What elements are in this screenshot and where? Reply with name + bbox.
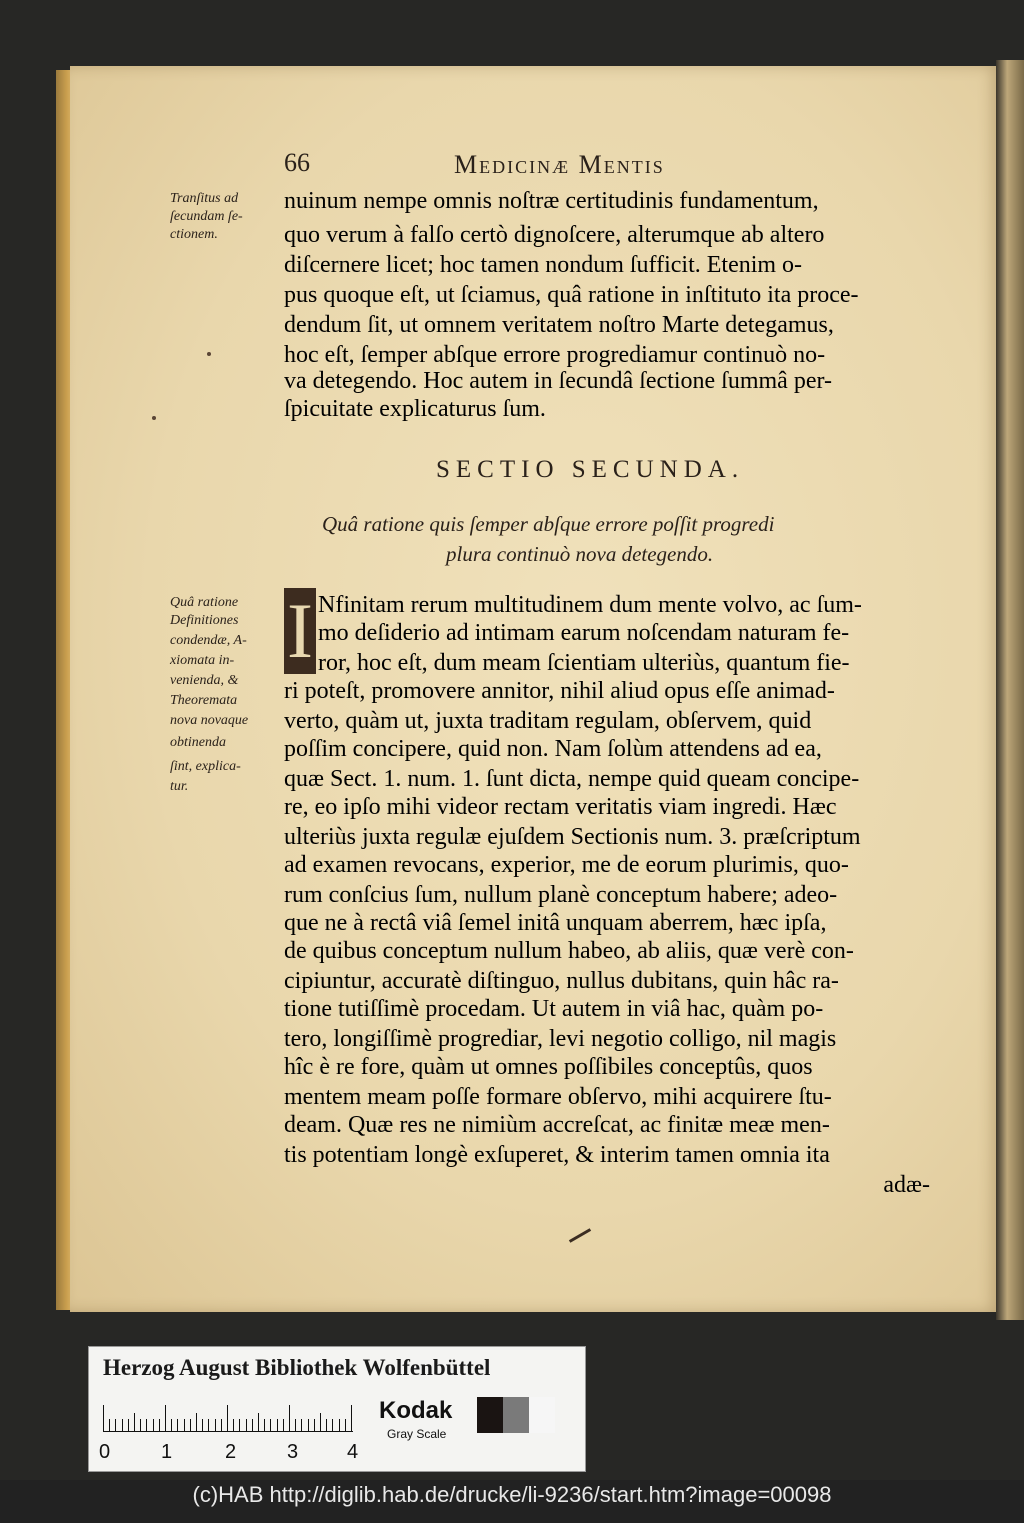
ruler-tick [345, 1419, 346, 1431]
ruler-tick [177, 1419, 178, 1431]
ruler-tick [277, 1419, 278, 1431]
ruler-tick [301, 1419, 302, 1431]
text-line: re, eo ipſo mihi videor rectam veritatis viam ingredi. Hæc [284, 794, 837, 820]
ruler-number: 0 [99, 1441, 111, 1463]
kodak-logo: Kodak [379, 1397, 453, 1424]
ink-speck [207, 352, 211, 356]
text-line: rum conſcius ſum, nullum planè conceptum habere; adeo- [284, 882, 838, 908]
text-line: deam. Quæ res ne nimiùm accreſcat, ac finitæ meæ men- [284, 1112, 830, 1138]
text-line: que ne à rectâ viâ ſemel initâ unquam aberrem, hæc ipſa, [284, 910, 827, 936]
ruler [103, 1405, 353, 1432]
ruler-tick [190, 1419, 191, 1431]
text-line: diſcernere licet; hoc tamen nondum ſufficit. Etenim o- [284, 252, 803, 278]
margin-note-line: tur. [170, 779, 189, 794]
ruler-tick [146, 1419, 147, 1431]
ruler-tick [258, 1413, 259, 1431]
text-line: Nfinitam rerum multitudinem dum mente volvo, ac ſum- [318, 592, 862, 618]
margin-note-line: condendæ, A- [170, 633, 247, 648]
ruler-tick [171, 1419, 172, 1431]
section-heading: SECTIO SECUNDA. [436, 456, 745, 483]
facing-page-edge [996, 60, 1024, 1320]
ruler-tick [289, 1405, 290, 1431]
ruler-tick [103, 1405, 104, 1431]
text-line: de quibus conceptum nullum habeo, ab aliis, quæ verè con- [284, 938, 854, 964]
ruler-tick [339, 1419, 340, 1431]
ruler-tick [115, 1419, 116, 1431]
ruler-tick [184, 1419, 185, 1431]
ruler-tick [239, 1419, 240, 1431]
running-title: Medicinæ Mentis [454, 150, 665, 179]
margin-note-line: obtinenda [170, 735, 226, 750]
gray-patch-white [529, 1397, 555, 1433]
ruler-tick [283, 1419, 284, 1431]
drop-cap-initial: I [284, 588, 316, 674]
ruler-tick [215, 1419, 216, 1431]
text-line: nuinum nempe omnis noſtræ certitudinis fundamentum, [284, 188, 819, 214]
card-title: Herzog August Bibliothek Wolfenbüttel [103, 1355, 491, 1380]
ruler-tick [233, 1419, 234, 1431]
ruler-tick [122, 1419, 123, 1431]
text-line: quæ Sect. 1. num. 1. ſunt dicta, nempe quid queam concipe- [284, 766, 860, 792]
text-line: hoc eſt, ſemper abſque errore progrediamur continuò no- [284, 342, 826, 368]
text-line: verto, quàm ut, juxta traditam regulam, obſervem, quid [284, 708, 812, 734]
text-line: ſpicuitate explicaturus ſum. [284, 396, 546, 422]
text-line: tis potentiam longè exſuperet, & interim tamen omnia ita [284, 1142, 830, 1168]
margin-note-line: ctionem. [170, 227, 218, 242]
ink-speck [152, 416, 156, 420]
ruler-tick [308, 1419, 309, 1431]
text-line: mo deſiderio ad intimam earum noſcendam naturam fe- [318, 620, 850, 646]
color-reference-card [88, 1346, 586, 1472]
section-subheading: plura continuò nova detegendo. [446, 542, 714, 566]
ruler-number: 2 [225, 1441, 237, 1463]
text-line: tero, longiſſimè progrediar, levi negotio colligo, nil magis [284, 1026, 837, 1052]
ruler-tick [109, 1419, 110, 1431]
text-line: ulteriùs juxta regulæ ejuſdem Sectionis num. 3. præſcriptum [284, 824, 861, 850]
ruler-tick [252, 1419, 253, 1431]
text-line: tione tutiſſimè procedam. Ut autem in viâ hac, quàm po- [284, 996, 824, 1022]
margin-note-line: nova novaque [170, 713, 249, 728]
ruler-tick [227, 1405, 228, 1431]
text-line: hîc è re fore, quàm ut omnes poſſibiles conceptûs, quos [284, 1054, 813, 1080]
margin-note-line: Tranſitus ad [170, 191, 239, 206]
gray-scale-label: Gray Scale [387, 1427, 447, 1441]
margin-note-line: Definitiones [170, 613, 239, 628]
ruler-tick [351, 1405, 352, 1431]
ruler-tick [264, 1419, 265, 1431]
ruler-tick [159, 1419, 160, 1431]
catchword: adæ- [883, 1172, 930, 1198]
ruler-tick [202, 1419, 203, 1431]
margin-note-line: xiomata in- [170, 653, 235, 668]
margin-note-line: ſint, explica- [170, 759, 241, 774]
text-line: poſſim concipere, quid non. Nam ſolùm attendens ad ea, [284, 736, 822, 762]
ruler-tick [326, 1419, 327, 1431]
ruler-tick [221, 1419, 222, 1431]
page-number: 66 [284, 148, 310, 177]
gray-patch-black [477, 1397, 503, 1433]
text-line: ror, hoc eſt, dum meam ſcientiam ulteriùs, quantum fie- [318, 650, 850, 676]
section-subheading: Quâ ratione quis ſemper abſque errore poſſit progredi [322, 512, 775, 536]
ruler-tick [295, 1419, 296, 1431]
text-line: mentem meam poſſe formare obſervo, mihi acquirere ſtu- [284, 1084, 832, 1110]
text-line: ad examen revocans, experior, me de eorum plurimis, quo- [284, 852, 849, 878]
ruler-tick [270, 1419, 271, 1431]
ruler-tick [128, 1419, 129, 1431]
text-line: ri poteſt, promovere annitor, nihil aliud opus eſſe animad- [284, 678, 835, 704]
ruler-tick [332, 1419, 333, 1431]
margin-note-line: ſecundam ſe- [170, 209, 243, 224]
margin-note-line: Theoremata [170, 693, 238, 708]
ruler-tick [134, 1413, 135, 1431]
text-line: va detegendo. Hoc autem in ſecundâ ſectione ſummâ per- [284, 368, 832, 394]
ruler-tick [140, 1419, 141, 1431]
margin-note-line: venienda, & [170, 673, 239, 688]
ruler-tick [153, 1419, 154, 1431]
ruler-tick [208, 1419, 209, 1431]
ruler-tick [165, 1405, 166, 1431]
text-line: quo verum à falſo certò dignoſcere, alterumque ab altero [284, 222, 825, 248]
ruler-tick [314, 1419, 315, 1431]
ruler-number: 4 [347, 1441, 359, 1463]
ruler-number: 1 [161, 1441, 173, 1463]
ruler-number: 3 [287, 1441, 299, 1463]
text-line: pus quoque eſt, ut ſciamus, quâ ratione in inſtituto ita proce- [284, 282, 859, 308]
source-url: (c)HAB http://diglib.hab.de/drucke/li-9236/start.htm?image=00098 [192, 1482, 832, 1507]
ruler-tick [320, 1413, 321, 1431]
text-line: cipiuntur, accuratè diſtinguo, nullus dubitans, quin hâc ra- [284, 968, 839, 994]
ruler-tick [196, 1413, 197, 1431]
gray-patch-mid [503, 1397, 529, 1433]
ruler-tick [246, 1419, 247, 1431]
text-line: dendum ſit, ut omnem veritatem noſtro Marte detegamus, [284, 312, 834, 338]
margin-note-line: Quâ ratione [170, 595, 239, 610]
